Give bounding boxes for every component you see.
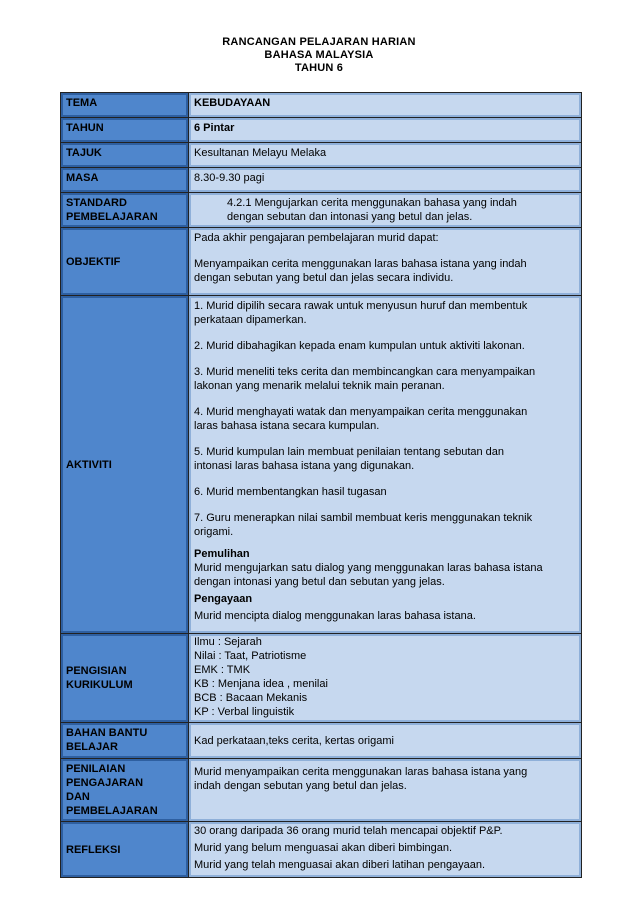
activity-3: 3. Murid meneliti teks cerita dan membincangkan cara menyampaikan [194, 366, 536, 378]
value-masa: 8.30-9.30 pagi [194, 172, 265, 184]
document-header [0, 36, 638, 75]
value-objektif: Pada akhir pengajaran pembelajaran murid dapat: Menyampaikan cerita menggunakan laras bahasa istana yang indah dengan sebutan yang betul dan jelas secara individu. [194, 232, 527, 284]
value-aktiviti: 1. Murid dipilih secara rawak untuk menyusun huruf dan membentuk perkataan dipamerkan. 2. Murid dibahagikan kepada enam kumpulan untuk aktiviti lakonan. 3. Murid meneliti teks cerita dan membincangkan cara menyampaikan lakonan yang menarik melalui teknik main peranan. 4. Murid menghayati watak dan menyampaikan cerita menggunakan laras bahasa istana secara kumpulan. 5. Murid kumpulan lain membuat penilaian tentang sebutan dan intonasi laras bahasa istana yang digunakan. 6. Murid membentangkan hasil tugasan 7. Guru menerapkan nilai sambil membuat keris menggunakan teknik origami. Pemulihan Murid mengujarkan satu dialog yang menggunakan laras bahasa istana dengan intonasi yang betul dan sebutan yang jelas. Pengayaan Murid mencipta dialog menggunakan laras bahasa istana. [189, 296, 581, 626]
row-tajuk [61, 143, 582, 168]
value-refleksi: 30 orang daripada 36 orang murid telah mencapai objektif P&P. Murid yang belum menguasai akan diberi bimbingan. Murid yang telah menguasai akan diberi latihan pengayaan. [194, 825, 503, 871]
label-masa: MASA [66, 172, 99, 184]
value-bahan: Kad perkataan,teks cerita, kertas origami [194, 734, 394, 747]
header-year: TAHUN 6 [294, 62, 344, 74]
activity-2: 2. Murid dibahagikan kepada enam kumpulan untuk aktiviti lakonan. [194, 340, 525, 352]
value-penilaian: Murid menyampaikan cerita menggunakan laras bahasa istana yang indah dengan sebutan yang betul dan jelas. [194, 766, 528, 792]
row-masa [61, 168, 582, 193]
activity-4: 4. Murid menghayati watak dan menyampaikan cerita menggunakan [194, 406, 528, 418]
label-tahun: TAHUN [66, 122, 104, 134]
row-tahun [61, 118, 582, 143]
label-objektif: OBJEKTIF [66, 255, 121, 268]
value-standard: 4.2.1 Mengujarkan cerita menggunakan bahasa yang indah dengan sebutan dan intonasi yang betul dan jelas. [227, 197, 517, 223]
label-standard: STANDARD PEMBELAJARAN [66, 197, 158, 223]
row-tema [61, 93, 582, 118]
lesson-plan-table [60, 92, 582, 878]
activity-1: 1. Murid dipilih secara rawak untuk menyusun huruf dan membentuk [194, 300, 528, 312]
row-bahan [61, 723, 582, 759]
value-tahun: 6 Pintar [194, 122, 235, 134]
pengayaan-title: Pengayaan [194, 593, 253, 605]
row-pengisian [61, 634, 582, 723]
value-tajuk: Kesultanan Melayu Melaka [194, 147, 327, 159]
header-subject: BAHASA MALAYSIA [264, 49, 374, 61]
activity-6: 6. Murid membentangkan hasil tugasan [194, 486, 387, 498]
value-pengisian: Ilmu : Sejarah Nilai : Taat, Patriotisme EMK : TMK KB : Menjana idea , menilai BCB : Bacaan Mekanis KP : Verbal linguistik [194, 636, 328, 718]
activity-7: 7. Guru menerapkan nilai sambil membuat keris menggunakan teknik [194, 512, 533, 524]
row-penilaian [61, 759, 582, 822]
row-aktiviti [61, 296, 582, 634]
label-tajuk: TAJUK [66, 147, 102, 159]
value-tema: KEBUDAYAAN [194, 97, 271, 109]
label-penilaian: PENILAIAN PENGAJARAN DAN PEMBELAJARAN [66, 763, 158, 817]
label-refleksi: REFLEKSI [66, 843, 121, 856]
label-bahan: BAHAN BANTU BELAJAR [66, 727, 148, 753]
row-standard [61, 193, 582, 228]
row-refleksi [61, 822, 582, 878]
label-tema: TEMA [66, 97, 98, 109]
activity-5: 5. Murid kumpulan lain membuat penilaian tentang sebutan dan [194, 446, 505, 458]
label-aktiviti: AKTIVITI [66, 458, 112, 471]
header-title: RANCANGAN PELAJARAN HARIAN [222, 36, 416, 48]
row-objektif [61, 228, 582, 296]
label-pengisian: PENGISIAN KURIKULUM [66, 665, 133, 691]
pemulihan-title: Pemulihan [194, 548, 250, 560]
